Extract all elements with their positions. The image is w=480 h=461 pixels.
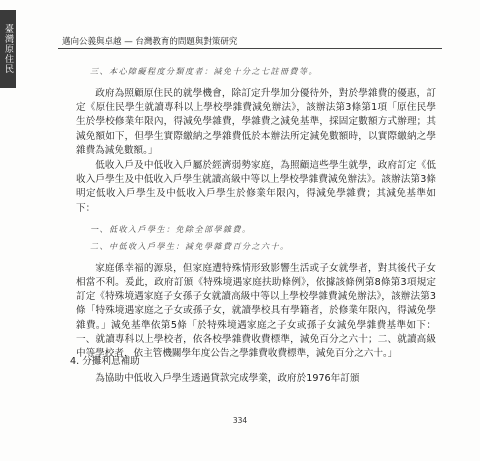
handwritten-item-mid-low-income: 二、中低收入戶學生：減免學雜費百分之六十。 [90, 241, 290, 251]
running-header: 邁向公義與卓越 — 台灣教育的問題與對策研究 [62, 37, 238, 47]
paragraph-interest-subsidy: 為協助中低收入戶學生透過貸款完成學業，政府於1976年訂頒 [95, 373, 360, 384]
handwritten-note: 三、本心障礙程度分類度者：減免十分之七註冊費等。 [90, 67, 318, 76]
paragraph-indigenous-tuition: 政府為照顧原住民的就學機會，除訂定升學加分優待外，對於學雜費的優惠，訂定《原住民學生就讀專科以上學校學雜費減免辦法》，該辦法第3條第1項「原住民學生於學校修業年限內，得減免學雜費，學雜費之減免基準，採固定數額方式辦理；其減免額如下，但學生實際繳納之學雜費低於本辦法所定減免數額時，以實際繳納之學雜費為減免數額。」 [76, 88, 436, 156]
final-paragraph-block [76, 372, 436, 386]
handwritten-item-low-income: 一、低收入戶學生：免除全部學雜費。 [90, 224, 252, 234]
header-rule [58, 48, 442, 49]
paragraph-low-income: 低收入戶及中低收入戶屬於經濟弱勢家庭，為照顧這些學生就學，政府訂定《低收入戶學生及中低收入戶學生就讀高級中等以上學校學雜費減免辦法》。該辦法第3條明定低收入戶學生及中低收入戶學生於修業年限內，得減免學雜費；其減免基準如下： [76, 160, 436, 214]
paragraph-special-circumstances: 家庭係幸福的源泉，但家庭遭特殊情形致影響生活或子女就學者，對其後代子女相當不利。爰此，政府訂頒《特殊境遇家庭扶助條例》，依據該條例第8條第3項規定訂定《特殊境遇家庭子女孫子女就讀高級中等以上學校學雜費減免辦法》，該辦法第3條「特殊境遇家庭之子女或孫子女，就讀學校具有學籍者，於修業年限內，得減免學雜費。」減免基準依第5條「於特殊境遇家庭之子女或孫子女減免學雜費基準如下：一、就讀專科以上學校者，依各校學雜費收費標準，減免百分之六十；二、就讀高級中等學校者，依主管機關學年度公告之學雜費收費標準，減免百分之六十。」 [76, 262, 436, 360]
chapter-side-tab: 臺灣原住民 [0, 10, 16, 88]
section-heading: 4. 分攤利息補助 [70, 356, 140, 367]
page-number: 334 [232, 416, 248, 425]
body-content [76, 66, 436, 361]
